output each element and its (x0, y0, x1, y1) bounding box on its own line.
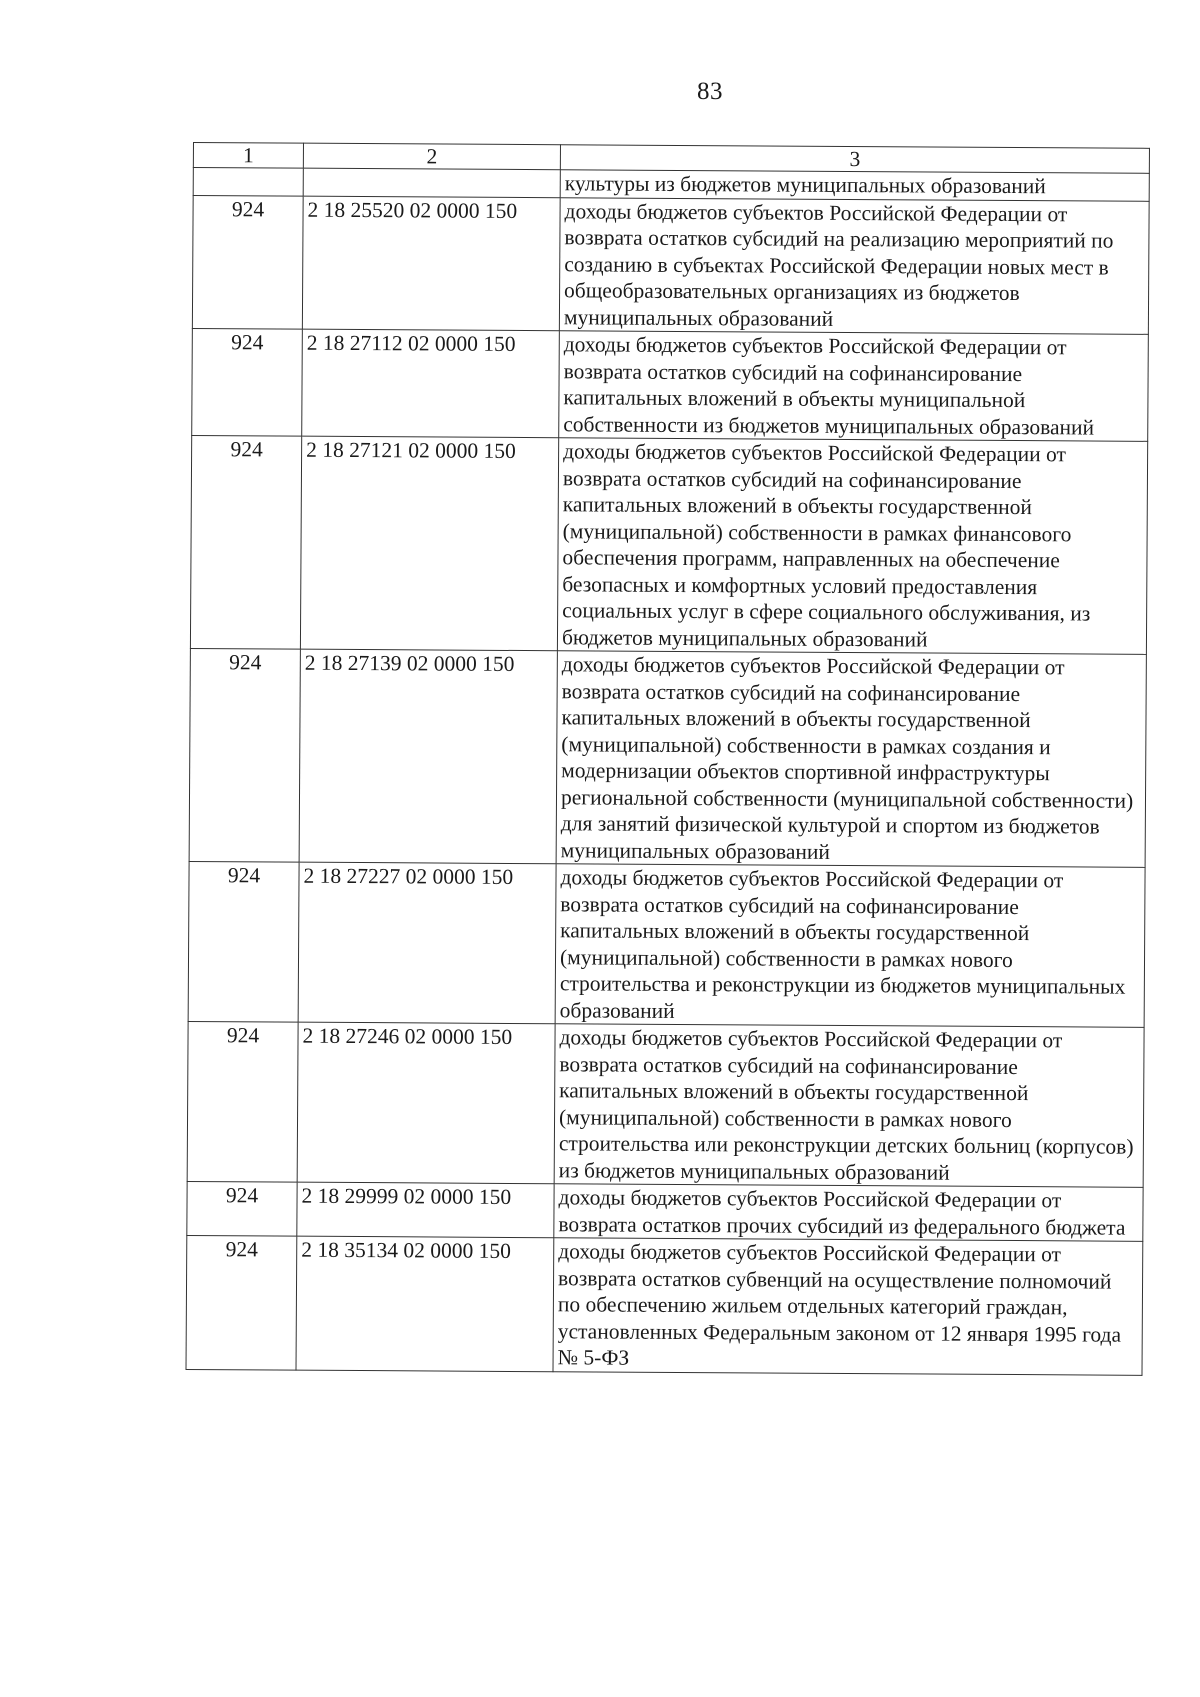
budget-code-cell: 2 18 29999 02 0000 150 (297, 1182, 554, 1238)
budget-code-cell: 2 18 27121 02 0000 150 (300, 436, 558, 651)
description-cell: культуры из бюджетов муниципальных образований (560, 170, 1149, 201)
budget-code-cell: 2 18 27227 02 0000 150 (298, 862, 556, 1024)
description-cell: доходы бюджетов субъектов Российской Федерации от возврата остатков субвенций на осуществление полномочий по обеспечению жильем отдельных категорий граждан, установленных Федеральным законом от 12 января 1995 года № 5-ФЗ (553, 1238, 1143, 1375)
budget-classification-table (186, 142, 1150, 1375)
header-col-2: 2 (303, 143, 560, 170)
admin-code-cell: 924 (189, 648, 300, 862)
admin-code-cell: 924 (187, 1021, 298, 1182)
admin-code-cell: 924 (192, 328, 303, 436)
header-col-1: 1 (193, 143, 303, 169)
budget-code-cell: 2 18 25520 02 0000 150 (302, 196, 560, 331)
description-cell: доходы бюджетов субъектов Российской Федерации от возврата остатков прочих субсидий из федерального бюджета (554, 1184, 1143, 1242)
description-cell: доходы бюджетов субъектов Российской Федерации от возврата остатков субсидий на реализацию мероприятий по созданию в субъектах Российской Федерации новых мест в общеобразовательных организациях из бюджетов муниципальных образований (559, 197, 1149, 334)
budget-code-cell: 2 18 35134 02 0000 150 (296, 1236, 554, 1371)
header-col-3: 3 (560, 145, 1149, 174)
budget-code-cell: 2 18 27246 02 0000 150 (297, 1022, 555, 1184)
table-row (188, 861, 1145, 1027)
table-row (190, 435, 1147, 654)
table-row (186, 1235, 1143, 1374)
description-cell: доходы бюджетов субъектов Российской Федерации от возврата остатков субсидий на софинансирование капитальных вложений в объекты государственной (муниципальной) собственности в рамках нового строительства или реконструкции детских больниц (корпусов) из бюджетов муниципальных образований (554, 1024, 1144, 1188)
page-number: 83 (697, 78, 723, 105)
table-row (187, 1181, 1143, 1241)
table-row (192, 328, 1149, 441)
description-cell: доходы бюджетов субъектов Российской Федерации от возврата остатков субсидий на софинансирование капитальных вложений в объекты государственной (муниципальной) собственности в рамках нового строительства и реконструкции из бюджетов муниципальных образований (555, 864, 1145, 1028)
admin-code-cell (193, 168, 303, 196)
table-row (192, 195, 1149, 334)
budget-code-cell: 2 18 27139 02 0000 150 (299, 649, 557, 864)
description-cell: доходы бюджетов субъектов Российской Федерации от возврата остатков субсидий на софинансирование капитальных вложений в объекты государственной (муниципальной) собственности в рамках финансового обеспечения программ, направленных на обеспечение безопасных и комфортных условий предоставления социальных услуг в сфере социального обслуживания, из бюджетов муниципальных образований (557, 438, 1147, 655)
budget-code-cell (303, 168, 560, 197)
table-body (186, 168, 1149, 1375)
table-row (189, 648, 1146, 867)
admin-code-cell: 924 (192, 195, 303, 329)
description-cell: доходы бюджетов субъектов Российской Федерации от возврата остатков субсидий на софинансирование капитальных вложений в объекты государственной (муниципальной) собственности в рамках создания и модернизации объектов спортивной инфраструктуры региональной собственности (муниципальной собственности) для занятий физической культурой и спортом из бюджетов муниципальных образований (556, 651, 1146, 868)
table-row (187, 1021, 1144, 1187)
admin-code-cell: 924 (187, 1181, 297, 1236)
admin-code-cell: 924 (186, 1235, 297, 1369)
description-cell: доходы бюджетов субъектов Российской Федерации от возврата остатков субсидий на софинансирование капитальных вложений в объекты муниципальной собственности из бюджетов муниципальных образований (559, 331, 1149, 442)
admin-code-cell: 924 (188, 861, 299, 1022)
budget-code-cell: 2 18 27112 02 0000 150 (302, 329, 560, 438)
admin-code-cell: 924 (190, 435, 301, 649)
